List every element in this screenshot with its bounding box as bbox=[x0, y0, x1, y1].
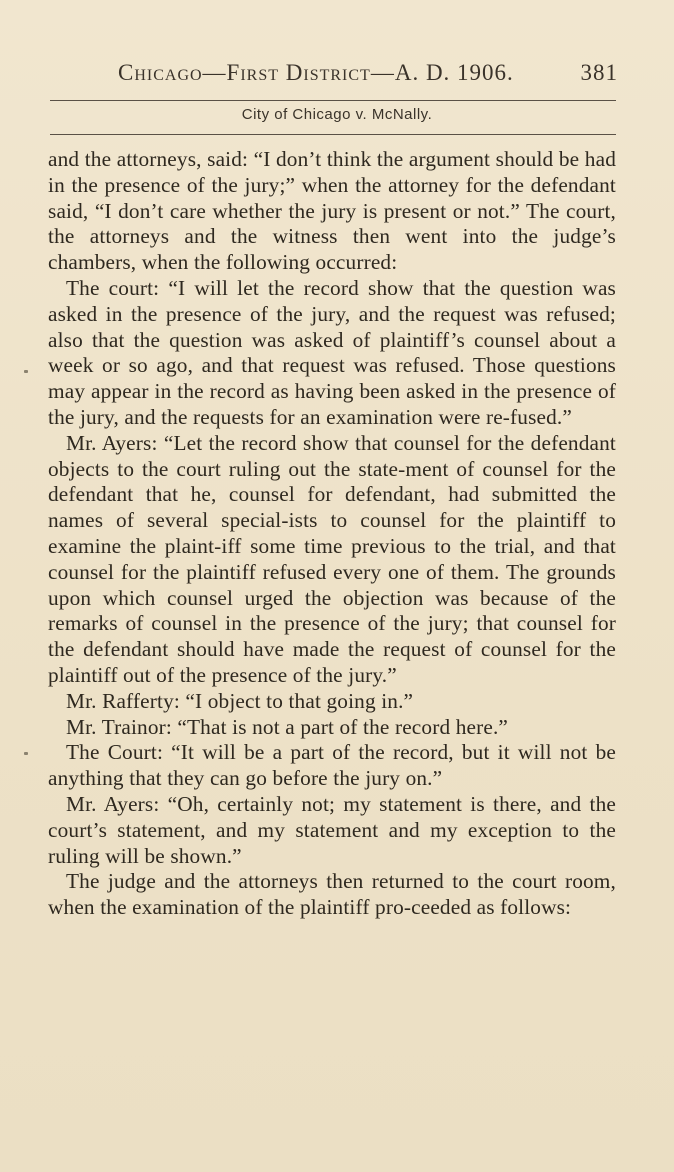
paragraph: Mr. Ayers: “Let the record show that counsel for the defendant objects to the court ruling out the state-ment of counsel for the defendant that he, counsel for defendant, had submitted the names of several special-ists to counsel for the plaintiff to examine the plaint-iff some time previous to the trial, and that counsel for the plaintiff refused every one of them. The grounds upon which counsel urged the objection was because of the remarks of counsel in the presence of the jury; that counsel for the defendant should have made the request of counsel for the plaintiff out of the presence of the jury.” bbox=[48, 430, 616, 687]
paragraph: The judge and the attorneys then returned to the court room, when the examination of the plaintiff pro-ceeded as follows: bbox=[48, 869, 616, 920]
margin-speck bbox=[24, 370, 28, 373]
paragraph: Mr. Rafferty: “I object to that going in.” bbox=[66, 688, 414, 713]
header-rule-bottom bbox=[50, 134, 616, 135]
paragraph: The Court: “It will be a part of the record, but it will not be anything that they can go before the jury on.” bbox=[48, 740, 616, 791]
body-text bbox=[48, 147, 616, 921]
header-rule-top bbox=[50, 100, 616, 101]
paragraph: Mr. Trainor: “That is not a part of the record here.” bbox=[66, 714, 509, 739]
paragraph: and the attorneys, said: “I don’t think the argument should be had in the presence of the jury;” when the attorney for the defendant said, “I don’t care whether the jury is present or not.” The court, the attorneys and the witness then went into the judge’s chambers, when the following occurred: bbox=[48, 147, 616, 275]
running-head bbox=[118, 60, 618, 90]
case-name: City of Chicago v. McNally. bbox=[241, 106, 433, 123]
running-head-title: Chicago—First District—A. D. 1906. bbox=[118, 60, 514, 85]
margin-speck bbox=[24, 752, 28, 755]
page-number: 381 bbox=[580, 60, 618, 85]
paragraph: The court: “I will let the record show that the question was asked in the presence of the jury, and the request was refused; also that the question was asked of plaintiff’s counsel about a week or so ago, and that request was refused. Those questions may appear in the record as having been asked in the presence of the jury, and the requests for an examination were re-fused.” bbox=[48, 275, 616, 429]
paragraph: Mr. Ayers: “Oh, certainly not; my statement is there, and the court’s statement, and my statement and my exception to the ruling will be shown.” bbox=[48, 791, 616, 868]
